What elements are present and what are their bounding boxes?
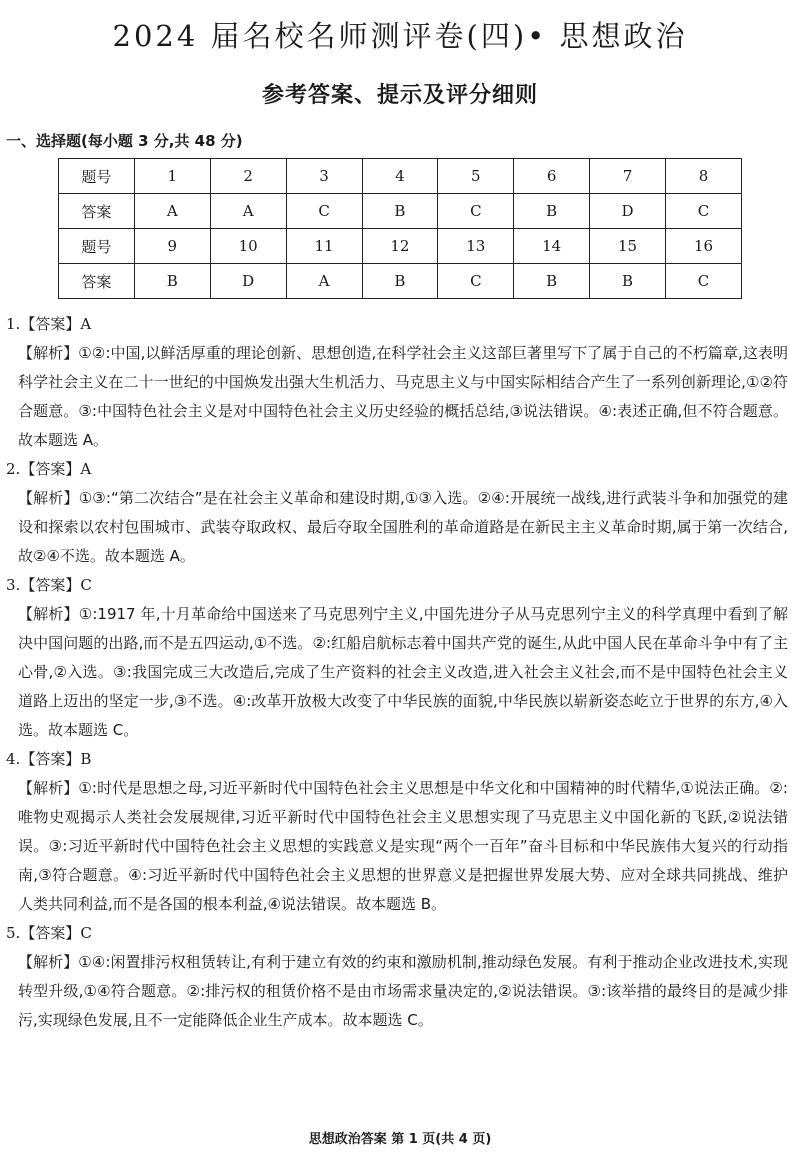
question-number: 5. [6, 924, 21, 942]
answer-table [58, 158, 742, 299]
table-row [59, 264, 742, 299]
section-heading: 一、选择题(每小题 3 分,共 48 分) [6, 132, 243, 150]
table-cell: 11 [286, 229, 362, 264]
question-answer-line [6, 571, 788, 600]
question-block [6, 571, 788, 745]
table-cell: C [286, 194, 362, 229]
question-block [6, 745, 788, 919]
question-block [6, 310, 788, 455]
table-cell: 10 [210, 229, 286, 264]
table-cell: 7 [590, 159, 666, 194]
question-number: 2. [6, 460, 21, 478]
table-cell: 15 [590, 229, 666, 264]
answer-letter: A [80, 315, 92, 333]
answer-letter: B [80, 750, 92, 768]
table-cell: C [666, 194, 742, 229]
table-row [59, 229, 742, 264]
table-cell: A [210, 194, 286, 229]
table-cell: 14 [514, 229, 590, 264]
table-cell: A [286, 264, 362, 299]
answer-tag: 【答案】 [20, 750, 81, 768]
table-cell: D [210, 264, 286, 299]
table-cell: B [362, 264, 438, 299]
answer-explanations [6, 310, 788, 1035]
table-row-header: 答案 [59, 194, 135, 229]
table-cell: B [514, 194, 590, 229]
analysis-paragraph: 【解析】①④:闲置排污权租赁转让,有利于建立有效的约束和激励机制,推动绿色发展。有利于推动企业改进技术,实现转型升级,①④符合题意。②:排污权的租赁价格不是由市场需求量决定的,②说法错误。③:该举措的最终目的是减少排污,实现绿色发展,且不一定能降低企业生产成本。故本题选 C。 [18, 953, 788, 1029]
table-cell: 6 [514, 159, 590, 194]
answer-tag: 【答案】 [20, 924, 81, 942]
page-title: 2024 届名校名师测评卷(四)• 思想政治 [112, 19, 688, 53]
table-row-header: 答案 [59, 264, 135, 299]
analysis-paragraph: 【解析】①③:“第二次结合”是在社会主义革命和建设时期,①③入选。②④:开展统一战线,进行武装斗争和加强党的建设和探索以农村包围城市、武装夺取政权、最后夺取全国胜利的革命道路是在新民主主义革命时期,属于第一次结合,故②④不选。故本题选 A。 [18, 489, 788, 565]
table-cell: C [666, 264, 742, 299]
question-answer-line [6, 455, 788, 484]
analysis-paragraph: 【解析】①:时代是思想之母,习近平新时代中国特色社会主义思想是中华文化和中国精神的时代精华,①说法正确。②:唯物史观揭示人类社会发展规律,习近平新时代中国特色社会主义思想实现了马克思主义中国化新的飞跃,②说法错误。③:习近平新时代中国特色社会主义思想的实践意义是实现“两个一百年”奋斗目标和中华民族伟大复兴的行动指南,③符合题意。④:习近平新时代中国特色社会主义思想的世界意义是把握世界发展大势、应对全球共同挑战、维护人类共同利益,而不是各国的根本利益,④说法错误。故本题选 B。 [18, 779, 788, 913]
answer-tag: 【答案】 [20, 460, 81, 478]
table-row-header: 题号 [59, 159, 135, 194]
table-cell: A [134, 194, 210, 229]
table-row-header: 题号 [59, 229, 135, 264]
table-cell: 4 [362, 159, 438, 194]
table-cell: C [438, 194, 514, 229]
table-row [59, 159, 742, 194]
table-cell: C [438, 264, 514, 299]
page-footer: 思想政治答案 第 1 页(共 4 页) [308, 1132, 492, 1147]
answer-tag: 【答案】 [20, 315, 81, 333]
table-cell: 2 [210, 159, 286, 194]
table-cell: 16 [666, 229, 742, 264]
table-cell: 13 [438, 229, 514, 264]
table-row [59, 194, 742, 229]
answer-letter: A [80, 460, 92, 478]
table-cell: B [590, 264, 666, 299]
table-cell: B [134, 264, 210, 299]
question-number: 3. [6, 576, 21, 594]
analysis-paragraph: 【解析】①:1917 年,十月革命给中国送来了马克思列宁主义,中国先进分子从马克思列宁主义的科学真理中看到了解决中国问题的出路,而不是五四运动,①不选。②:红船启航标志着中国共产党的诞生,从此中国人民在革命斗争中有了主心骨,②入选。③:我国完成三大改造后,完成了生产资料的社会主义改造,进入社会主义社会,而不是中国特色社会主义道路上迈出的坚定一步,③不选。④:改革开放极大改变了中华民族的面貌,中华民族以崭新姿态屹立于世界的东方,④入选。故本题选 C。 [18, 605, 788, 739]
table-cell: 1 [134, 159, 210, 194]
answer-letter: C [80, 924, 92, 942]
analysis-paragraph: 【解析】①②:中国,以鲜活厚重的理论创新、思想创造,在科学社会主义这部巨著里写下了属于自己的不朽篇章,这表明科学社会主义在二十一世纪的中国焕发出强大生机活力、马克思主义与中国实际相结合产生了一系列创新理论,①②符合题意。③:中国特色社会主义是对中国特色社会主义历史经验的概括总结,③说法错误。④:表述正确,但不符合题意。故本题选 A。 [18, 344, 788, 449]
table-cell: B [362, 194, 438, 229]
question-answer-line [6, 745, 788, 774]
page-subtitle: 参考答案、提示及评分细则 [261, 83, 538, 108]
question-block [6, 455, 788, 571]
table-cell: 3 [286, 159, 362, 194]
table-cell: 8 [666, 159, 742, 194]
answer-letter: C [80, 576, 92, 594]
question-answer-line [6, 919, 788, 948]
question-block [6, 919, 788, 1035]
table-cell: 5 [438, 159, 514, 194]
question-number: 1. [6, 315, 21, 333]
question-answer-line [6, 310, 788, 339]
table-cell: 12 [362, 229, 438, 264]
question-number: 4. [6, 750, 21, 768]
table-cell: 9 [134, 229, 210, 264]
table-cell: D [590, 194, 666, 229]
table-cell: B [514, 264, 590, 299]
answer-tag: 【答案】 [20, 576, 81, 594]
